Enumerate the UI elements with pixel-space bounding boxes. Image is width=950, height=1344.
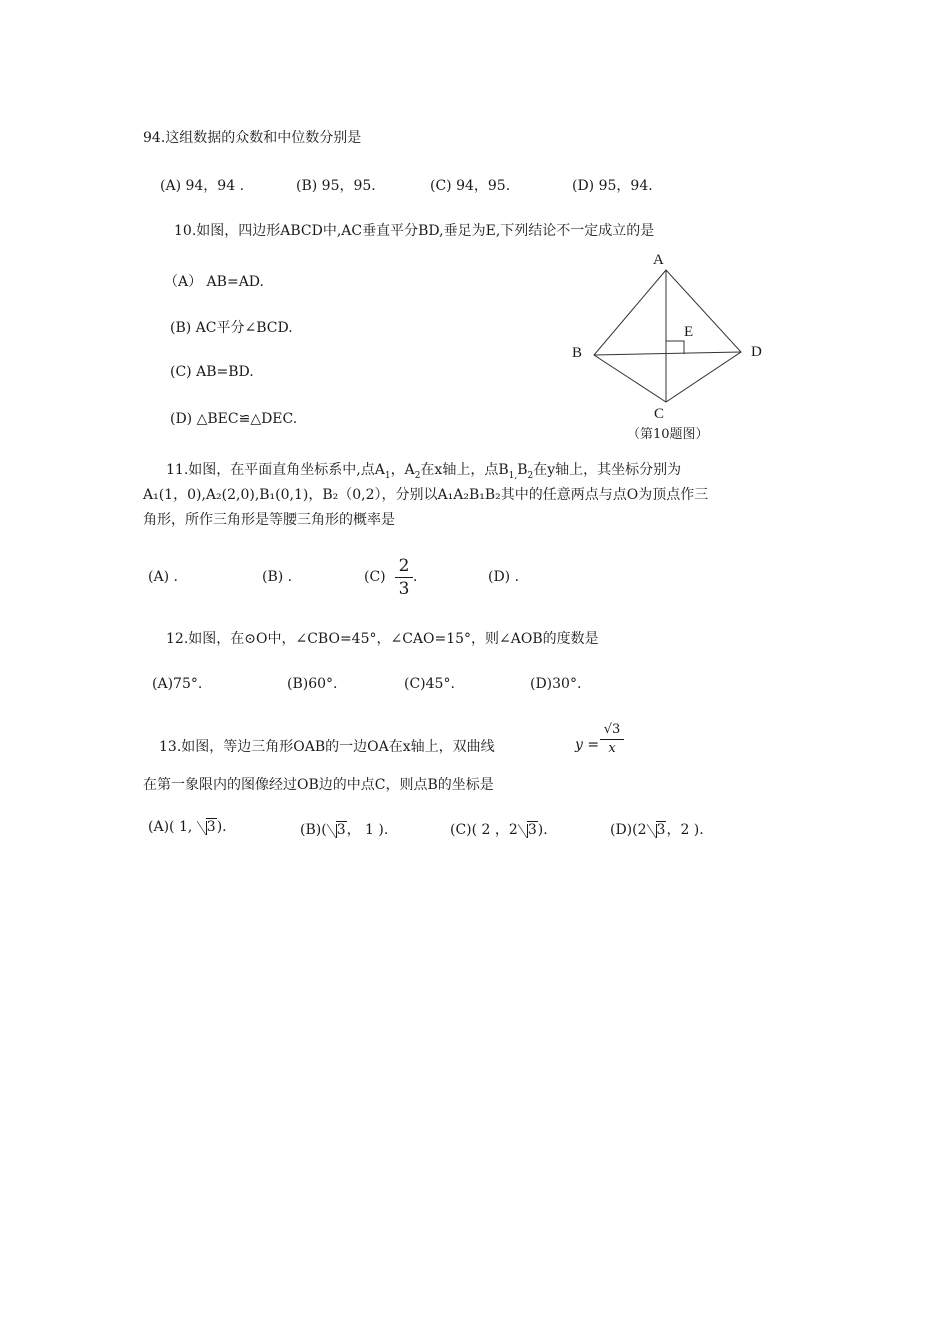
- diagonal-bd: [594, 352, 741, 355]
- q13-stem-a: 13.如图，等边三角形OAB的一边OA在x轴上，双曲线: [159, 739, 495, 755]
- fig-label-a: A: [653, 252, 664, 268]
- q10-option-d: (D) △BEC≌△DEC.: [170, 411, 298, 427]
- fig-label-e: E: [684, 324, 694, 340]
- q12-stem: 12.如图，在⊙O中，∠CBO=45°，∠CAO=15°，则∠AOB的度数是: [166, 631, 599, 647]
- fig-label-c: C: [654, 406, 665, 422]
- q10-option-b: (B) AC平分∠BCD.: [170, 320, 293, 336]
- q11-line-2: A₁(1，0),A₂(2,0),B₁(0,1)，B₂（0,2），分别以A₁A₂B₁B₂其中的任意两点与点O为顶点作三: [143, 487, 709, 503]
- q12-option-d: (D)30°.: [530, 676, 582, 692]
- sqrt-symbol: 3: [518, 822, 538, 838]
- fig-label-b: B: [572, 345, 583, 361]
- q12-option-a: (A)75°.: [152, 676, 203, 692]
- q10-stem: 10.如图，四边形ABCD中,AC垂直平分BD,垂足为E,下列结论不一定成立的是: [174, 223, 655, 239]
- q11-option-c-suffix: .: [413, 569, 418, 585]
- fraction-numerator: 2: [398, 556, 410, 576]
- q10-option-a: （A） AB=AD.: [164, 274, 264, 290]
- fraction-denominator: 3: [398, 579, 410, 599]
- q9-option-b: (B) 95，95.: [296, 178, 376, 194]
- q13-formula-lhs: y =: [575, 737, 600, 753]
- quadrilateral-abcd: [594, 270, 741, 402]
- q10-option-c: (C) AB=BD.: [170, 364, 254, 380]
- q11-line-3: 角形，所作三角形是等腰三角形的概率是: [143, 512, 395, 528]
- q12-option-b: (B)60°.: [287, 676, 338, 692]
- q13-formula-fraction: [600, 722, 624, 757]
- sqrt-symbol: 3: [647, 822, 667, 838]
- q12-option-c: (C)45°.: [404, 676, 455, 692]
- q11-option-c-prefix: (C): [364, 569, 386, 585]
- q9-stem: 94.这组数据的众数和中位数分别是: [143, 130, 362, 146]
- fraction-bar: [395, 577, 413, 578]
- fraction-numerator: √3: [603, 722, 621, 737]
- sqrt-symbol: 3: [327, 822, 347, 838]
- right-angle-mark: [666, 341, 684, 354]
- q13-option-c: (C)( 2 ，2 3).: [450, 822, 548, 838]
- q9-option-c: (C) 94，95.: [430, 178, 511, 194]
- sqrt-symbol: 3: [197, 819, 217, 835]
- q10-figure-caption: （第10题图）: [627, 427, 709, 442]
- q9-option-a: (A) 94，94 .: [160, 178, 245, 194]
- q9-option-d: (D) 95，94.: [572, 178, 653, 194]
- fraction-bar: [600, 739, 624, 740]
- q11-line-1: 11.如图，在平面直角坐标系中,点$A_1$，$A_2$在x轴上，点$B_{1,}B_2$在y轴上，其坐标分别为: [166, 462, 682, 481]
- q13-option-b: (B)( 3， 1 ).: [300, 822, 389, 838]
- q13-option-a: (A)( 1, 3).: [148, 819, 227, 835]
- q11-option-c-fraction: [395, 556, 413, 599]
- q11-option-b: (B) .: [262, 569, 293, 585]
- q11-option-d: (D) .: [488, 569, 520, 585]
- q13-option-d: (D)(2 3，2 ).: [610, 822, 704, 838]
- q11-option-a: (A) .: [148, 569, 178, 585]
- fig-label-d: D: [751, 344, 762, 360]
- q13-stem-b: 在第一象限内的图像经过OB边的中点C，则点B的坐标是: [143, 777, 494, 793]
- fraction-denominator: x: [608, 741, 616, 756]
